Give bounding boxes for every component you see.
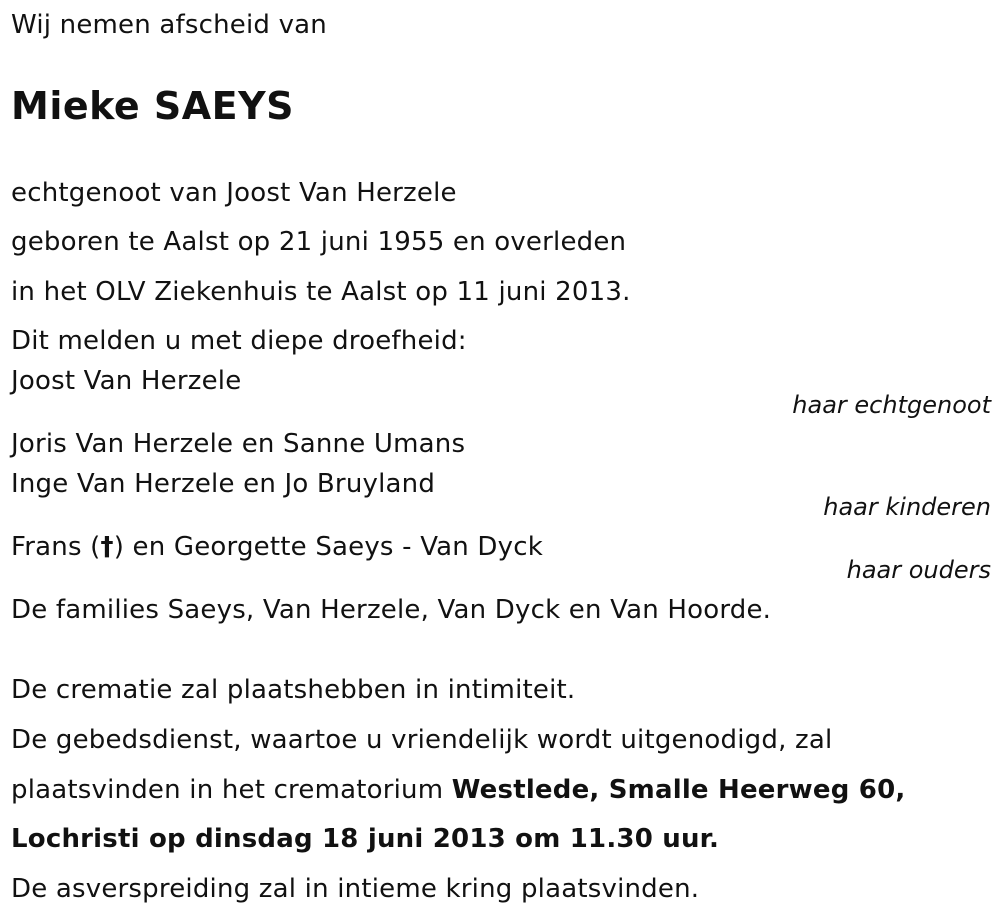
parents-text-b: ) en Georgette Saeys - Van Dyck — [113, 532, 543, 562]
service-line-3: Lochristi op dinsdag 18 juni 2013 om 11.30 uur. — [11, 824, 720, 854]
mourner-parents — [11, 531, 543, 563]
role-spouse: haar echtgenoot — [792, 391, 991, 419]
cremation-line: De crematie zal plaatshebben in intimiteit. — [11, 675, 576, 705]
cross-icon: † — [100, 532, 114, 562]
mourner-child-2: Inge Van Herzele en Jo Bruyland — [11, 469, 436, 499]
bio-line-2: geboren te Aalst op 21 juni 1955 en overleden — [11, 227, 627, 257]
families-line: De families Saeys, Van Herzele, Van Dyck en Van Hoorde. — [11, 595, 772, 625]
service-location: Westlede, Smalle Heerweg 60, — [451, 775, 906, 805]
mourner-spouse: Joost Van Herzele — [11, 366, 242, 396]
intro-text: Wij nemen afscheid van — [11, 10, 327, 40]
service-line-2-plain: plaatsvinden in het crematorium — [11, 775, 452, 805]
service-line-1: De gebedsdienst, waartoe u vriendelijk wordt uitgenodigd, zal — [11, 725, 833, 755]
role-children: haar kinderen — [823, 493, 991, 521]
announced-by: Dit melden u met diepe droefheid: — [11, 326, 467, 356]
bio-line-1: echtgenoot van Joost Van Herzele — [11, 178, 457, 208]
mourner-child-1: Joris Van Herzele en Sanne Umans — [11, 429, 466, 459]
bio-line-3: in het OLV Ziekenhuis te Aalst op 11 juni 2013. — [11, 277, 631, 307]
service-line-2 — [11, 774, 905, 806]
ashes-line: De asverspreiding zal in intieme kring plaatsvinden. — [11, 874, 700, 904]
deceased-name: Mieke SAEYS — [11, 84, 294, 128]
role-parents: haar ouders — [846, 556, 991, 584]
parents-text-a: Frans ( — [11, 532, 101, 562]
